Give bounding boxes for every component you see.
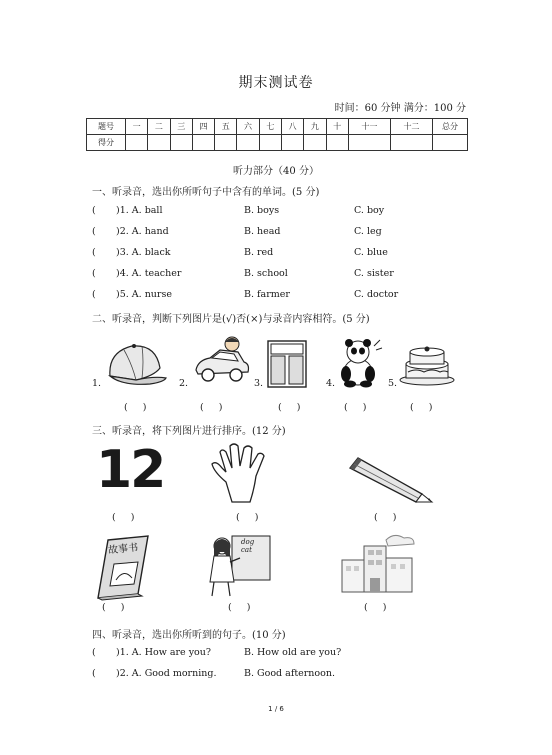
score-table-header-row [87,119,468,135]
option-c: C. blue [354,247,388,258]
pencil-icon [344,454,434,504]
score-input-cell[interactable] [348,135,390,151]
section1-heading: 一、听录音，选出你所听句子中含有的单词。(5 分) [92,187,320,198]
page-title: 期末测试卷 [238,75,314,91]
option-b: B. Good afternoon. [244,668,336,679]
car-icon [190,334,252,386]
score-input-cell[interactable] [126,135,148,151]
picture-number: 3. [254,378,264,389]
window-icon [265,338,309,390]
answer-bracket[interactable]: ( ) [112,512,135,523]
picture-number: 4. [326,378,336,389]
answer-bracket[interactable]: ( ) [228,602,251,613]
page-number: 1 / 6 [268,705,284,713]
score-input-cell[interactable] [259,135,281,151]
panda-icon [336,336,384,388]
score-header-cell: 一 [126,119,148,135]
score-header-cell: 十 [326,119,348,135]
answer-paren[interactable]: ( [92,289,96,300]
answer-bracket[interactable]: ( ) [364,602,387,613]
option-a: )2. A. hand [116,226,169,237]
score-header-cell: 六 [237,119,259,135]
option-b: B. boys [244,205,280,216]
option-a: )1. A. ball [116,205,163,216]
answer-paren[interactable]: ( [92,268,96,279]
picture-number: 5. [388,378,398,389]
section4-heading: 四、听录音，选出你所听到的句子。(10 分) [92,630,286,641]
listening-section-header: 听力部分（40 分） [233,166,319,177]
answer-bracket[interactable]: ( ) [236,512,259,523]
option-b: B. head [244,226,281,237]
score-header-cell: 七 [259,119,281,135]
blackboard-word: dog [241,538,255,546]
cap-icon [102,338,168,390]
score-header-cell: 十一 [348,119,390,135]
answer-bracket[interactable]: ( ) [124,402,147,413]
option-a: )2. A. Good morning. [116,668,217,679]
score-input-cell[interactable] [390,135,432,151]
option-c: C. leg [354,226,382,237]
answer-bracket[interactable]: ( ) [200,402,223,413]
storybook-title: 故事书 [107,542,139,557]
score-header-cell: 十二 [390,119,432,135]
score-header-cell: 总分 [433,119,468,135]
score-header-cell: 五 [215,119,237,135]
score-input-cell[interactable] [304,135,326,151]
section2-heading: 二、听录音，判断下列图片是(√)否(×)与录音内容相符。(5 分) [92,314,370,325]
hand-icon [210,442,272,506]
option-b: B. school [244,268,288,279]
answer-paren[interactable]: ( [92,247,96,258]
picture-number: 1. [92,378,102,389]
option-c: C. sister [354,268,394,279]
teacher-blackboard-icon [206,532,272,600]
answer-paren[interactable]: ( [92,205,96,216]
picture-number: 2. [179,378,189,389]
option-a: )5. A. nurse [116,289,172,300]
answer-bracket[interactable]: ( ) [374,512,397,523]
answer-bracket[interactable]: ( ) [102,602,125,613]
score-input-cell[interactable] [192,135,214,151]
score-input-cell[interactable] [433,135,468,151]
option-c: C. doctor [354,289,399,300]
score-input-cell[interactable] [215,135,237,151]
blackboard-word: cat [241,546,252,554]
answer-bracket[interactable]: ( ) [410,402,433,413]
score-table-score-row [87,135,468,151]
option-c: C. boy [354,205,385,216]
answer-paren[interactable]: ( [92,226,96,237]
score-input-cell[interactable] [281,135,303,151]
cake-icon [398,344,456,386]
score-input-cell[interactable] [237,135,259,151]
option-b: B. red [244,247,274,258]
answer-paren[interactable]: ( [92,647,96,658]
section3-heading: 三、听录音，将下列图片进行排序。(12 分) [92,426,286,437]
option-a: )1. A. How are you? [116,647,211,658]
answer-paren[interactable]: ( [92,668,96,679]
score-header-cell: 题号 [87,119,126,135]
score-row-label: 得分 [87,135,126,151]
option-a: )4. A. teacher [116,268,182,279]
score-header-cell: 四 [192,119,214,135]
option-b: B. farmer [244,289,290,300]
score-input-cell[interactable] [326,135,348,151]
score-table [86,118,468,151]
number-twelve-picture: 12 [96,440,165,500]
option-a: )3. A. black [116,247,171,258]
score-header-cell: 九 [304,119,326,135]
school-building-icon [336,532,418,596]
score-header-cell: 三 [170,119,192,135]
score-input-cell[interactable] [170,135,192,151]
score-header-cell: 八 [281,119,303,135]
score-input-cell[interactable] [148,135,170,151]
answer-bracket[interactable]: ( ) [344,402,367,413]
answer-bracket[interactable]: ( ) [278,402,301,413]
score-header-cell: 二 [148,119,170,135]
exam-meta: 时间：60 分钟 满分：100 分 [334,103,466,114]
option-b: B. How old are you? [244,647,342,658]
